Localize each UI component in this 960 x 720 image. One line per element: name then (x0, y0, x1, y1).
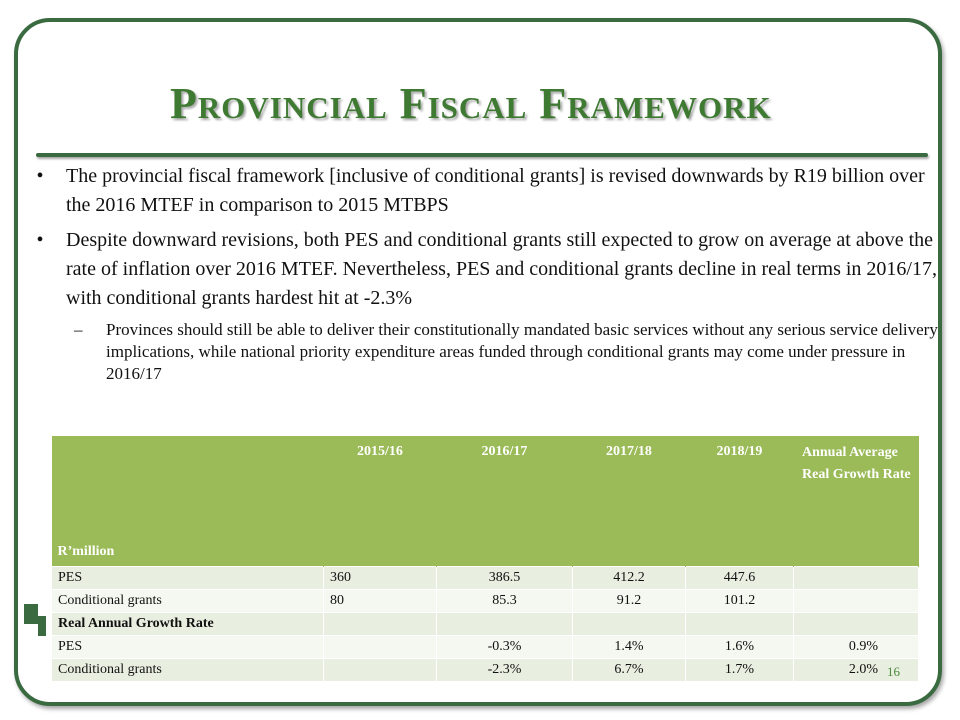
bullet-item (30, 226, 940, 313)
table-cell: -2.3% (437, 658, 573, 681)
row-label: PES (52, 635, 324, 658)
table-cell (324, 635, 437, 658)
table-row (52, 589, 919, 612)
table-row (52, 612, 919, 635)
slide-title: Provincial Fiscal Framework (170, 79, 772, 128)
page-number: 16 (887, 664, 900, 679)
sub-bullet-text: Provinces should still be able to deliver their constitutionally mandated basic services without any serious service delivery implications, while national priority expenditure areas funded through conditional grants may come under pressure in 2016/17 (106, 320, 938, 383)
bullet-text: Despite downward revisions, both PES and conditional grants still expected to grow on average at above the rate of inflation over 2016 MTEF. Nevertheless, PES and conditional grants decline in real terms in 2016/17, with conditional grants hardest hit at -2.3% (66, 229, 937, 309)
table-cell (324, 612, 437, 635)
bullet-dot-icon: • (36, 165, 44, 187)
bullet-item (30, 162, 940, 220)
row-label: Conditional grants (52, 589, 324, 612)
table-cell: 1.7% (686, 658, 794, 681)
table-row (52, 635, 919, 658)
sub-bullet-item (30, 319, 940, 385)
table-cell: -0.3% (437, 635, 573, 658)
table-cell: 360 (324, 566, 437, 589)
table-cell: 1.6% (686, 635, 794, 658)
table-cell (324, 658, 437, 681)
table-cell: 6.7% (573, 658, 686, 681)
row-label: PES (52, 566, 324, 589)
decorative-block (38, 616, 46, 636)
column-header: 2017/18 (573, 436, 686, 566)
table-cell: 447.6 (686, 566, 794, 589)
table-cell (686, 612, 794, 635)
table-cell: 91.2 (573, 589, 686, 612)
table-row (52, 566, 919, 589)
column-header: 2016/17 (437, 436, 573, 566)
column-header: 2015/16 (324, 436, 437, 566)
row-header-label: R’million (52, 436, 324, 566)
table-cell: 1.4% (573, 635, 686, 658)
column-header: 2018/19 (686, 436, 794, 566)
table-cell (573, 612, 686, 635)
bullet-text: The provincial fiscal framework [inclusive of conditional grants] is revised downwards by R19 billion over the 2016 MTEF in comparison to 2015 MTBPS (66, 165, 925, 216)
bullet-list (30, 162, 940, 385)
table-cell: 2.0% (794, 658, 919, 681)
row-label: Real Annual Growth Rate (52, 612, 324, 635)
table-cell (437, 612, 573, 635)
row-label: Conditional grants (52, 658, 324, 681)
table-cell (794, 612, 919, 635)
table-cell: 85.3 (437, 589, 573, 612)
table-row (52, 658, 919, 681)
growth-rate-header: Annual Average Real Growth Rate (794, 436, 919, 566)
table-cell (794, 566, 919, 589)
table-header-row (52, 436, 919, 566)
table-cell: 386.5 (437, 566, 573, 589)
table-cell: 412.2 (573, 566, 686, 589)
table-cell: 101.2 (686, 589, 794, 612)
dash-icon: – (74, 320, 83, 339)
table-cell: 0.9% (794, 635, 919, 658)
table-cell (794, 589, 919, 612)
table-cell: 80 (324, 589, 437, 612)
decorative-block (24, 604, 38, 624)
fiscal-table (51, 436, 919, 682)
bullet-dot-icon: • (36, 229, 44, 251)
title-divider (36, 153, 928, 157)
